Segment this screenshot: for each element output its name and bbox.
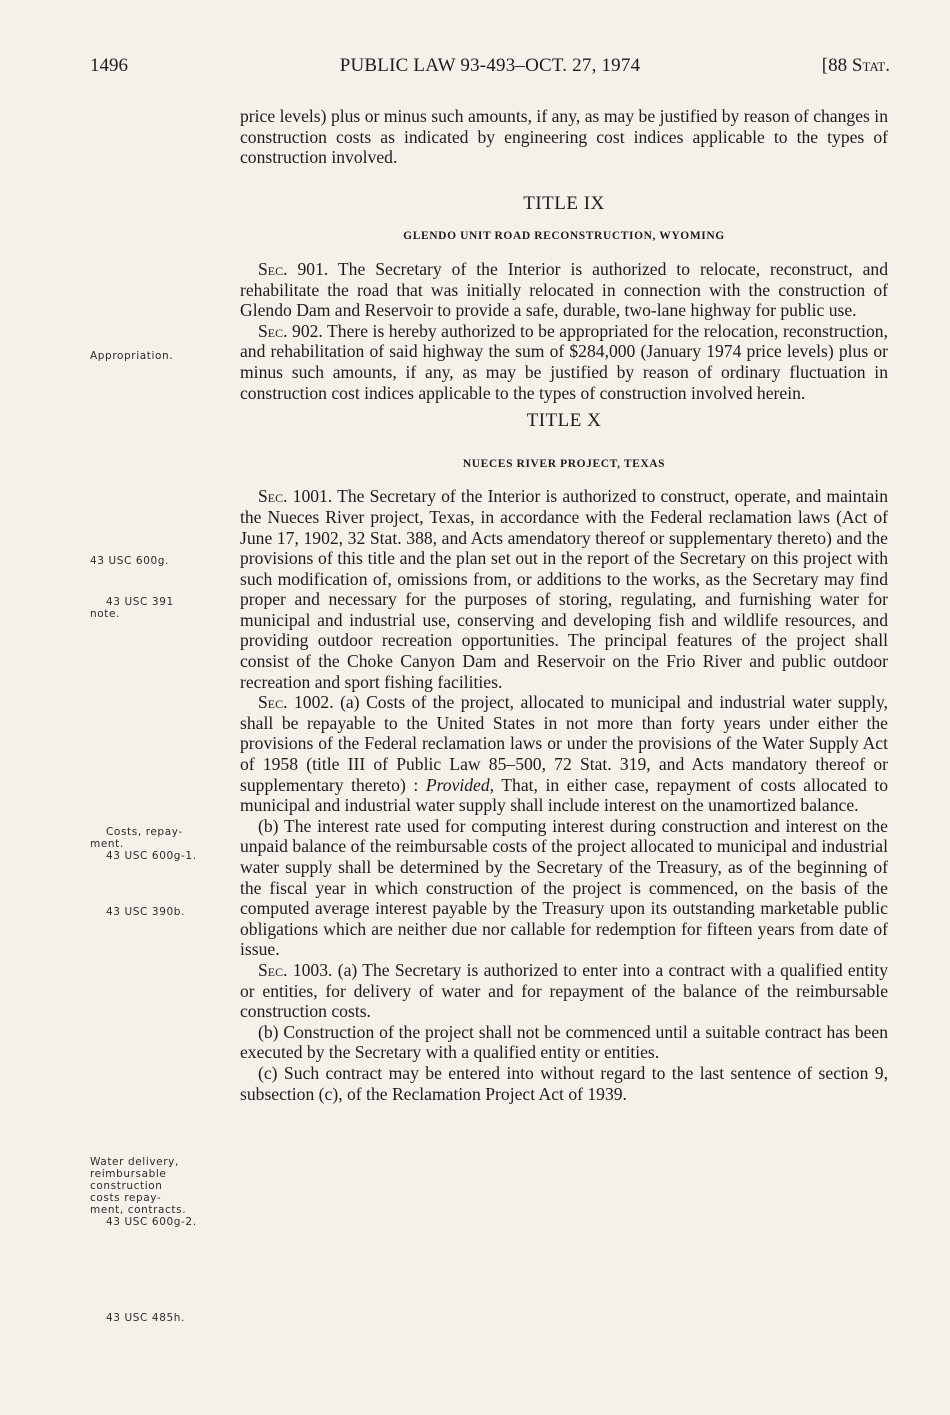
section-1003-c: (c) Such contract may be entered into without regard to the last sentence of section 9, subsection (c), of the Reclamation Project Act of 1939. bbox=[240, 1062, 888, 1104]
main-text bbox=[240, 106, 888, 1104]
section-1003-b: (b) Construction of the project shall not be commenced until a suitable contract has been executed by the Secretary with a qualified entity or entities. bbox=[240, 1021, 888, 1063]
title-x-subtitle: NUECES RIVER PROJECT, TEXAS bbox=[462, 457, 666, 470]
section-1001: Sec. 1001. The Secretary of the Interior is authorized to construct, operate, and maintain the Nueces River project, Texas, in accordance with the Federal reclamation laws (Act of June 17, 1902, 32 Stat. 388, and Acts amendatory thereof or supplementary thereto) and the provisions of this title and the plan set out in the report of the Secretary on this project with such modification of, omissions from, or additions to the works, as the Secretary may find proper and necessary for the purposes of storing, regulating, and furnishing water for municipal and industrial use, conserving and developing fish and wildlife resources, and providing outdoor recreation opportunities. The principal features of the project shall consist of the Choke Canyon Dam and Reservoir on the Frio River and public outdoor recreation and sport fishing facilities. bbox=[240, 486, 888, 692]
statute-reference: [88 Stat. bbox=[821, 55, 890, 76]
section-1003-a: Sec. 1003. (a) The Secretary is authorized to enter into a contract with a qualified entity or entities, for delivery of water and for repayment of the balance of the reimbursable construction costs. bbox=[240, 959, 888, 1022]
title-ix-heading: TITLE IX bbox=[523, 192, 605, 214]
margin-note-water-delivery: Water delivery, reimbursable construction costs repay- ment, contracts. 43 USC 600g-2. bbox=[90, 1156, 197, 1228]
margin-note-43-usc-485h: 43 USC 485h. bbox=[106, 1312, 185, 1324]
margin-note-43-usc-600g: 43 USC 600g. bbox=[90, 555, 169, 567]
page-header bbox=[90, 55, 890, 85]
title-ix-subtitle: GLENDO UNIT ROAD RECONSTRUCTION, WYOMING bbox=[403, 230, 725, 243]
section-1002-b: (b) The interest rate used for computing interest during construction and interest on the unpaid balance of the reimbursable costs of the project allocated to municipal and industrial water supply shall be determined by the Secretary of the Treasury, as of the beginning of the fiscal year in which construction of the project is commenced, on the basis of the computed average interest payable by the Treasury upon its outstanding marketable public obligations which are neither due nor callable for redemption for fifteen years from date of issue. bbox=[240, 815, 888, 960]
intro-paragraph: price levels) plus or minus such amounts, if any, as may be justified by reason of changes in construction costs as indicated by engineering cost indices applicable to the types of construction involved. bbox=[240, 106, 888, 168]
margin-note-43-usc-390b: 43 USC 390b. bbox=[106, 906, 185, 918]
margin-note-costs-repayment: Costs, repay- ment. 43 USC 600g-1. bbox=[90, 826, 197, 862]
section-1002-a: Sec. 1002. (a) Costs of the project, allocated to municipal and industrial water supply, shall be repayable to the United States in not more than forty years under either the provisions of the Federal reclamation laws or under the provisions of the Water Supply Act of 1958 (title III of Public Law 85–500, 72 Stat. 319, and Acts mandatory thereof or supplementary thereto) : Provided, That, in either case, repayment of costs allocated to municipal and industrial water supply shall include interest on the unamortized balance. bbox=[240, 692, 889, 816]
section-902: Sec. 902. There is hereby authorized to be appropriated for the relocation, reconstruction, and rehabilitation of said highway the sum of $284,000 (January 1974 price levels) plus or minus such amounts, if any, as may be justified by reason of ordinary fluctuation in construction cost indices applicable to the types of construction involved herein. bbox=[240, 320, 888, 403]
section-901: Sec. 901. The Secretary of the Interior is authorized to relocate, reconstruct, and rehabilitate the road that was initially relocated in connection with the construction of Glendo Dam and Reservoir to provide a safe, durable, two-lane highway for public use. bbox=[240, 258, 888, 321]
page-number: 1496 bbox=[90, 55, 128, 76]
title-x-heading: TITLE X bbox=[526, 410, 602, 432]
law-title: PUBLIC LAW 93-493–OCT. 27, 1974 bbox=[339, 55, 641, 76]
margin-note-appropriation: Appropriation. bbox=[90, 350, 174, 362]
margin-note-43-usc-391: 43 USC 391 note. bbox=[90, 596, 174, 620]
